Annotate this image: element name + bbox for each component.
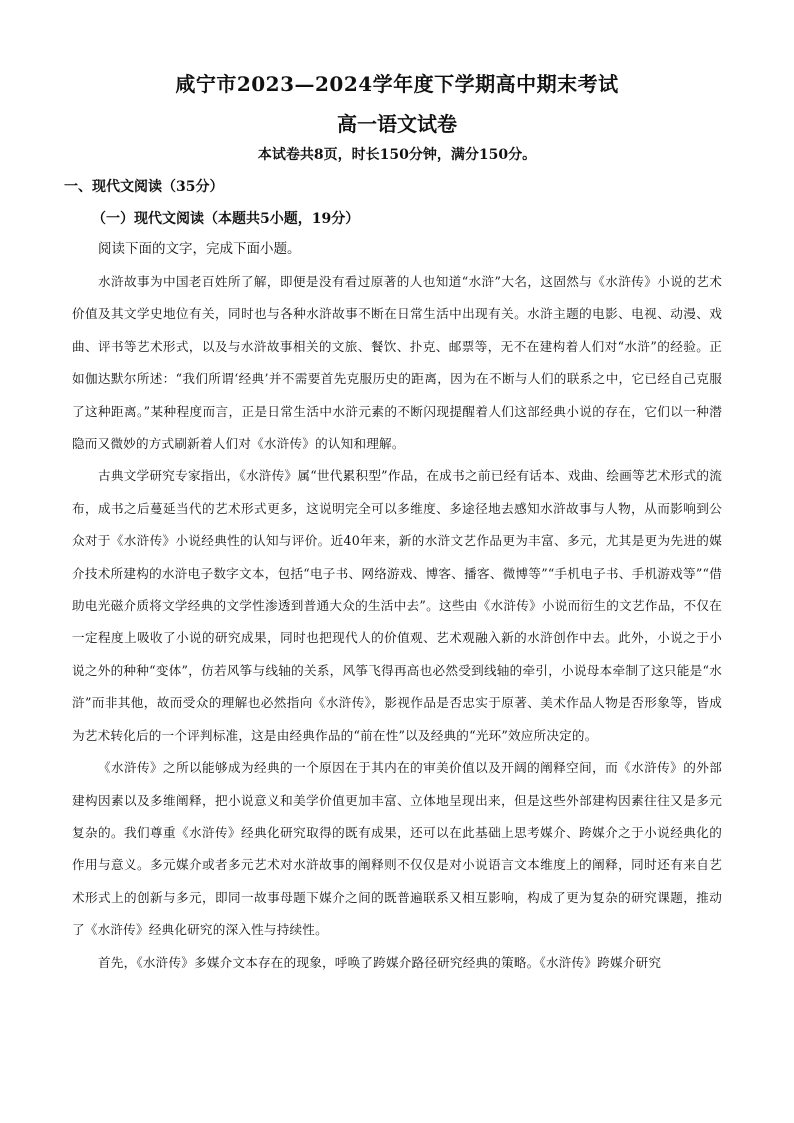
- exam-meta: 本试卷共8页，时长150分钟，满分150分。: [257, 147, 537, 163]
- section-heading: 一、现代文阅读（35分）: [64, 179, 224, 195]
- passage-paragraph: 《水浒传》之所以能够成为经典的一个原因在于其内在的审美价值以及开阔的阐释空间，而《水浒传》的外部建构因素以及多维阐释，把小说意义和美学价值更加丰富、立体地呈现出来，但是这些外部建构因素往往又是多元复杂的。我们尊重《水浒传》经典化研究取得的既有成果，还可以在此基础上思考媒介、跨媒介之于小说经典化的作用与意义。多元媒介或者多元艺术对水浒故事的阐释则不仅仅是对小说语言文本维度上的阐释，同时还有来自艺术形式上的创新与多元，即同一故事母题下媒介之间的既普遍联系又相互影响，构成了更为复杂的研究课题，推动了《水浒传》经典化研究的深入性与持续性。: [72, 760, 722, 938]
- exam-subtitle: 高一语文试卷: [337, 112, 457, 136]
- reading-passage: [72, 266, 722, 979]
- reading-instruction: 阅读下面的文字，完成下面小题。: [98, 241, 301, 257]
- exam-title: 咸宁市2023—2024学年度下学期高中期末考试: [175, 72, 619, 96]
- passage-paragraph: 水浒故事为中国老百姓所了解，即便是没有看过原著的人也知道“水浒”大名，这固然与《水浒传》小说的艺术价值及其文学史地位有关，同时也与各种水浒故事不断在日常生活中出现有关。水浒主题的电影、电视、动漫、戏曲、评书等艺术形式，以及与水浒故事相关的文旅、餐饮、扑克、邮票等，无不在建构着人们对“水浒”的经验。正如伽达默尔所述：“我们所谓‘经典’并不需要首先克服历史的距离，因为在不断与人们的联系之中，它已经自己克服了这种距离。”某种程度而言，正是日常生活中水浒元素的不断闪现提醒着人们这部经典小说的存在，它们以一种潜隐而又微妙的方式刷新着人们对《水浒传》的认知和理解。: [72, 274, 722, 452]
- passage-paragraph: 首先，《水浒传》多媒介文本存在的现象，呼唤了跨媒介路径研究经典的策略。《水浒传》跨媒介研究: [98, 954, 662, 970]
- passage-paragraph: 古典文学研究专家指出，《水浒传》属“世代累积型”作品，在成书之前已经有话本、戏曲、绘画等艺术形式的流布，成书之后蔓延当代的艺术形式更多，这说明完全可以多维度、多途径地去感知水浒故事与人物，从而影响到公众对于《水浒传》小说经典性的认知与评价。近40年来，新的水浒文艺作品更为丰富、多元，尤其是更为先进的媒介技术所建构的水浒电子数字文本，包括“电子书、网络游戏、博客、播客、微博等”“手机电子书、手机游戏等”“借助电光磁介质将文学经典的文学性渗透到普通大众的生活中去”。这些由《水浒传》小说而衍生的文艺作品，不仅在一定程度上吸收了小说的研究成果，同时也把现代人的价值观、艺术观融入新的水浒创作中去。此外，小说之于小说之外的种种“变体”，仿若风筝与线轴的关系，风筝飞得再高也必然受到线轴的牵引，小说母本牵制了这只能是“水浒”而非其他，故而受众的理解也必然指向《水浒传》，影视作品是否忠实于原著、美术作品人物是否形象等，皆成为艺术转化后的一个评判标准，这是由经典作品的“前在性”以及经典的“光环”效应所决定的。: [72, 468, 722, 743]
- subsection-heading: （一）现代文阅读（本题共5小题，19分）: [92, 211, 360, 227]
